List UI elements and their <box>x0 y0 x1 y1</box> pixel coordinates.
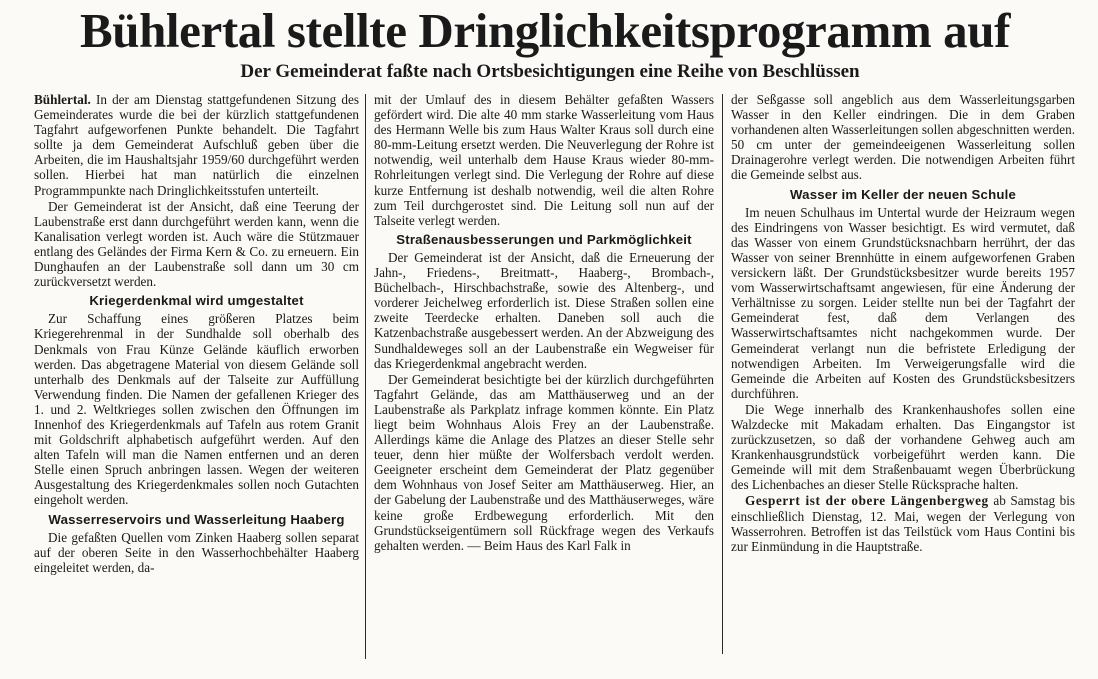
dateline: Bühlertal. <box>34 92 91 107</box>
paragraph <box>34 92 359 198</box>
column-divider <box>722 94 723 654</box>
paragraph: Die Wege innerhalb des Krankenhaushofes sollen eine Walzdecke mit Makadam erhalten. Das Eingangstor ist zurückzusetzen, so daß der vorhandene Gehweg auch am Krankenhausgrundstück vorbeigeführt werden kann. Die Gemeinde will mit dem Straßenbauamt wegen Überbrückung des Lichenbaches an dieser Stelle Rücksprache halten. <box>731 401 1075 493</box>
notice-lead: Gesperrt ist der obere Längenbergweg <box>745 493 989 509</box>
paragraph: Die gefaßten Quellen vom Zinken Haaberg sollen separat auf der oberen Seite in den Wasserhochbehälter Haaberg eingeleitet werden, da- <box>34 529 359 575</box>
paragraph: Der Gemeinderat ist der Ansicht, daß die Erneuerung der Jahn-, Friedens-, Breitmatt-, Haaberg-, Brombach-, Büchelbach-, Hirschbachstraße, sowie des Altenberg-, und vorderer Jeichelweg erforderlich ist. Diese Straßen sollen eine zweite Teerdecke erhalten. Daneben soll auch die Katzenbachstraße ausgebessert werden. An der Abzweigung des Sundhaldeweges soll an der Laubenstraße ein Wegweiser für das Kriegerdenkmal angebracht werden. <box>374 249 714 371</box>
article-column-1 <box>34 92 359 660</box>
section-heading: Wasserreservoirs und Wasserleitung Haaberg <box>48 511 345 527</box>
article-subheadline: Der Gemeinderat faßte nach Ortsbesichtigungen eine Reihe von Beschlüssen <box>240 61 860 82</box>
paragraph: Der Gemeinderat ist der Ansicht, daß eine Teerung der Laubenstraße erst dann durchgeführt werden kann, wenn die Kanalisation verlegt worden ist. Auch wäre die Stützmauer entlang des Geländes der Firma Kern & Co. zu erneuern. Ein Dunghaufen an der Laubenstraße soll dann um 30 cm zurückversetzt werden. <box>34 198 359 290</box>
article-headline: Bühlertal stellte Dringlichkeitsprogramm auf <box>79 3 1011 58</box>
paragraph-text: In der am Dienstag stattgefundenen Sitzung des Gemeinderates wurde die bei der kürzlich stattgefundenen Tagfahrt aufgeworfenen Punkte behandelt. Die Tagfahrt sollte ja dem Gemeinderat Aufschluß geben über die Arbeiten, die im Haushaltsjahr 1959/60 durchgeführt werden sollen. Hierbei hat man natürlich die einzelnen Programmpunkte nach Dringlichkeitsstufen unterteilt. <box>34 92 359 198</box>
paragraph: Der Gemeinderat besichtigte bei der kürzlich durchgeführten Tagfahrt Gelände, das am Matthäuserweg und an der Laubenstraße als Parkplatz infrage kommen könnte. Ein Platz liegt beim Wohnhaus Alois Frey an der Laubenstraße. Allerdings käme die Anlage des Platzes an dieser Stelle sehr teuer, denn hier müßte der Wolfersbach verdolt werden. Geeigneter erscheint dem Gemeinderat der Platz gegenüber dem Wohnhaus von Josef Seiter am Matthäuserweg. Hier, an der Gabelung der Laubenstraße und des Matthäuserweges, wäre keine große Erdbewegung erforderlich. Mit den Grundstückseigentümern soll Rückfrage wegen des Verkaufs gehalten werden. — Beim Haus des Karl Falk in <box>374 371 714 553</box>
paragraph: mit der Umlauf des in diesem Behälter gefaßten Wassers gefördert wird. Die alte 40 mm starke Wasserleitung vom Haus des Hermann Welle bis zum Haus Walter Kraus soll durch eine 80-mm-Leitung ersetzt werden. Die Neuverlegung der Rohre ist notwendig, weil unterhalb dem Hause Kraus wieder 80-mm-Rohrleitungen verlegt sind. Die Verlegung der Rohre auf diese kurze Entfernung ist deshalb notwendig, weil die alten Rohre zum Teil durchgerostet sind. Die Leitung soll nun auf der Talseite verlegt werden. <box>374 92 714 228</box>
paragraph <box>731 493 1075 553</box>
paragraph: der Seßgasse soll angeblich aus dem Wasserleitungsgarben Wasser in den Keller eindringen. Die in dem Graben vorhandenen alten Wasserleitungen sollen abgeschnitten werden. 50 cm unter der gemeindeeigenen Wasserleitung sollen Drainagerohre verlegt werden. Die notwendigen Arbeiten führt die Gemeinde selbst aus. <box>731 92 1075 183</box>
section-heading: Kriegerdenkmal wird umgestaltet <box>89 293 304 309</box>
paragraph: Im neuen Schulhaus im Untertal wurde der Heizraum wegen des Eindringens von Wasser besichtigt. Es wird vermutet, daß das Wasser von einem Grundstücksnachbarn herrührt, der das Wasser von seiner Brennhütte in einem aufgeworfenen Graben versickern läßt. Der Grundstücksbesitzer wurde bereits 1957 vom Wasserwirtschaftsamt angewiesen, für eine Änderung der Verhältnisse zu sorgen. Leider stellte nun bei der Tagfahrt der Gemeinderat fest, daß dem Verlangen des Wasserwirtschaftsamtes nicht nachgekommen wurde. Der Gemeinderat verlangt nun die befristete Erledigung der notwendigen Arbeiten. Im Verweigerungsfalle wird die Gemeinde die Arbeiten auf Kosten des Grundstücksbesitzers durchführen. <box>731 204 1075 401</box>
section-heading: Straßenausbesserungen und Parkmöglichkeit <box>396 231 692 247</box>
section-heading: Wasser im Keller der neuen Schule <box>790 186 1016 202</box>
paragraph-text: ab Samstag bis einschließlich Dienstag, 12. Mai, wegen der Verlegung von Wasserrohren. Betroffen ist das Teilstück vom Haus Contini bis zur Einmündung in die Hauptstraße. <box>731 493 1075 554</box>
article-column-3 <box>731 92 1075 642</box>
paragraph: Zur Schaffung eines größeren Platzes beim Kriegerehrenmal in der Sundhalde soll oberhalb des Denkmals von Frau Künze Gelände käuflich erworben werden. Das abgetragene Material von diesem Gelände soll unterhalb des Denkmals auf der Talseite zur Auffüllung Verwendung finden. Die Namen der gefallenen Krieger des 1. und 2. Weltkrieges sollen zwischen den Öffnungen im Innenhof des Kriegerdenkmals auf Tafeln aus rotem Granit mit Goldschrift alphabetisch aufgeführt werden. Auf den alten Tafeln will man die Namen entfernen und an deren Stelle einen Spruch anbringen lassen. Wegen der weiteren Ausgestaltung des Kriegerdenkmales sollen noch Gutachten eingeholt werden. <box>34 311 359 508</box>
column-divider <box>365 94 366 659</box>
article-column-2 <box>374 92 714 652</box>
